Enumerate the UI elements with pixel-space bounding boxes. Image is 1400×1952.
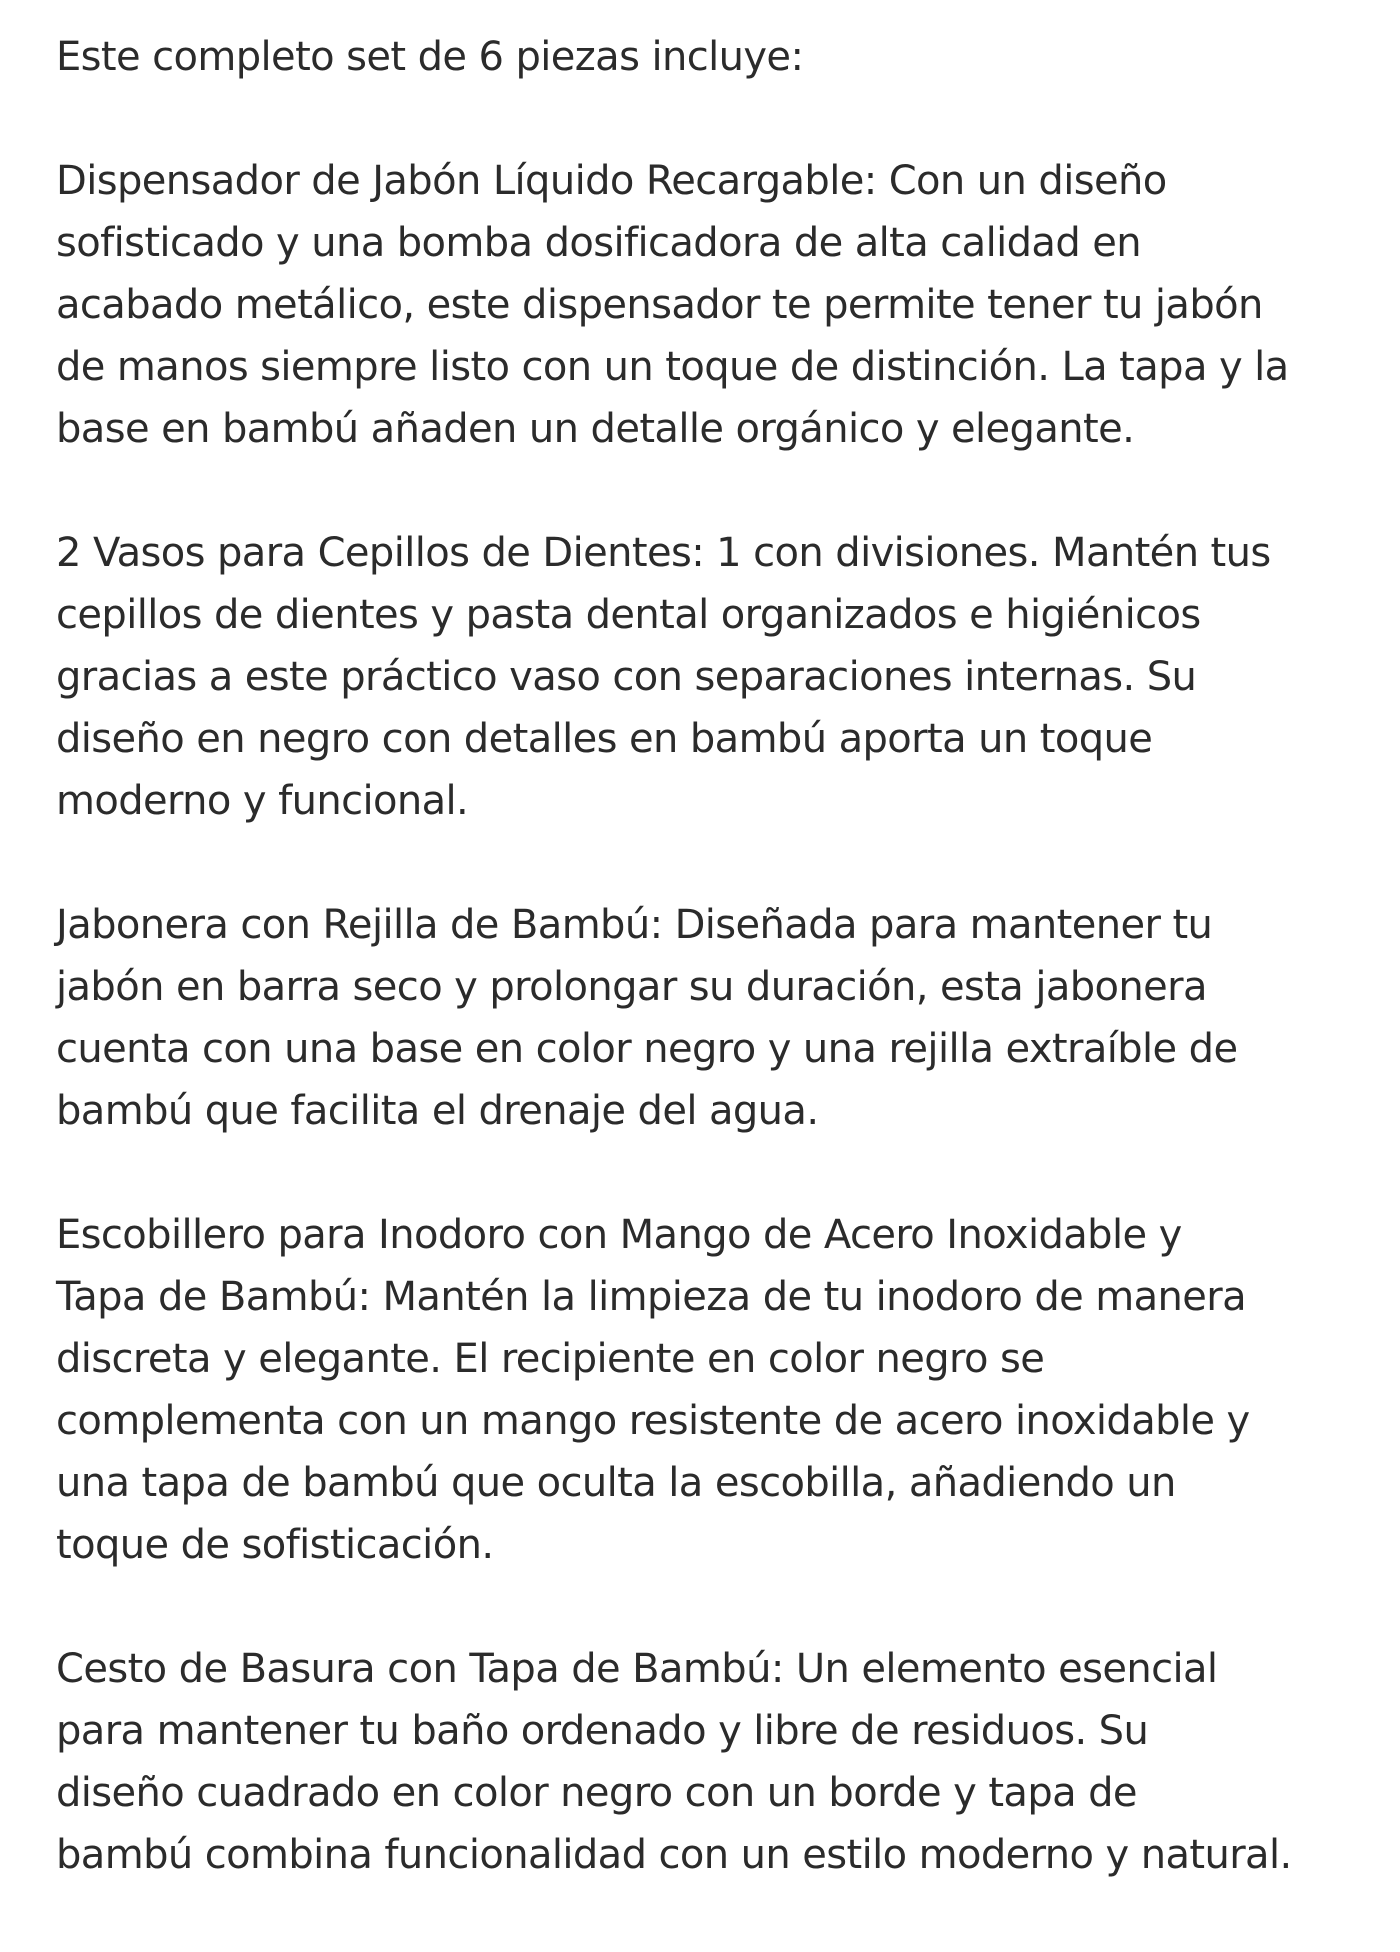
paragraph-spacer <box>56 1576 1356 1638</box>
paragraph-line: cepillos de dientes y pasta dental organizados e higiénicos <box>56 592 1201 638</box>
paragraph-spacer <box>56 460 1356 522</box>
section-toothbrush-cups <box>56 522 1356 832</box>
paragraph-line: discreta y elegante. El recipiente en color negro se <box>56 1336 1045 1382</box>
paragraph-line: acabado metálico, este dispensador te permite tener tu jabón <box>56 282 1263 328</box>
product-description <box>56 26 1356 1886</box>
paragraph-line: moderno y funcional. <box>56 778 469 824</box>
paragraph-line: Jabonera con Rejilla de Bambú: Diseñada para mantener tu <box>56 902 1213 948</box>
section-soap-dispenser <box>56 150 1356 460</box>
intro-text: Este completo set de 6 piezas incluye: <box>56 34 804 80</box>
paragraph-line: una tapa de bambú que oculta la escobilla, añadiendo un <box>56 1460 1176 1506</box>
paragraph-line: diseño en negro con detalles en bambú aporta un toque <box>56 716 1153 762</box>
paragraph-line: Tapa de Bambú: Mantén la limpieza de tu inodoro de manera <box>56 1274 1247 1320</box>
paragraph-line: diseño cuadrado en color negro con un borde y tapa de <box>56 1770 1137 1816</box>
paragraph-line: complementa con un mango resistente de acero inoxidable y <box>56 1398 1250 1444</box>
paragraph-spacer <box>56 832 1356 894</box>
section-toilet-brush <box>56 1204 1356 1576</box>
paragraph-line: gracias a este práctico vaso con separaciones internas. Su <box>56 654 1197 700</box>
section-trash-bin <box>56 1638 1356 1886</box>
paragraph-spacer <box>56 88 1356 150</box>
paragraph-line: Cesto de Basura con Tapa de Bambú: Un elemento esencial <box>56 1646 1218 1692</box>
paragraph-line: Dispensador de Jabón Líquido Recargable: Con un diseño <box>56 158 1167 204</box>
paragraph-spacer <box>56 1142 1356 1204</box>
paragraph-line: toque de sofisticación. <box>56 1522 494 1568</box>
paragraph-line: sofisticado y una bomba dosificadora de alta calidad en <box>56 220 1141 266</box>
paragraph-line: bambú combina funcionalidad con un estilo moderno y natural. <box>56 1832 1292 1878</box>
paragraph-line: jabón en barra seco y prolongar su duración, esta jabonera <box>56 964 1207 1010</box>
paragraph-line: 2 Vasos para Cepillos de Dientes: 1 con divisiones. Mantén tus <box>56 530 1271 576</box>
paragraph-line: bambú que facilita el drenaje del agua. <box>56 1088 819 1134</box>
paragraph-line: cuenta con una base en color negro y una rejilla extraíble de <box>56 1026 1238 1072</box>
paragraph-line: de manos siempre listo con un toque de distinción. La tapa y la <box>56 344 1289 390</box>
paragraph-line: Escobillero para Inodoro con Mango de Acero Inoxidable y <box>56 1212 1182 1258</box>
paragraph-line: base en bambú añaden un detalle orgánico y elegante. <box>56 406 1135 452</box>
section-soap-dish <box>56 894 1356 1142</box>
paragraph-line: para mantener tu baño ordenado y libre de residuos. Su <box>56 1708 1149 1754</box>
